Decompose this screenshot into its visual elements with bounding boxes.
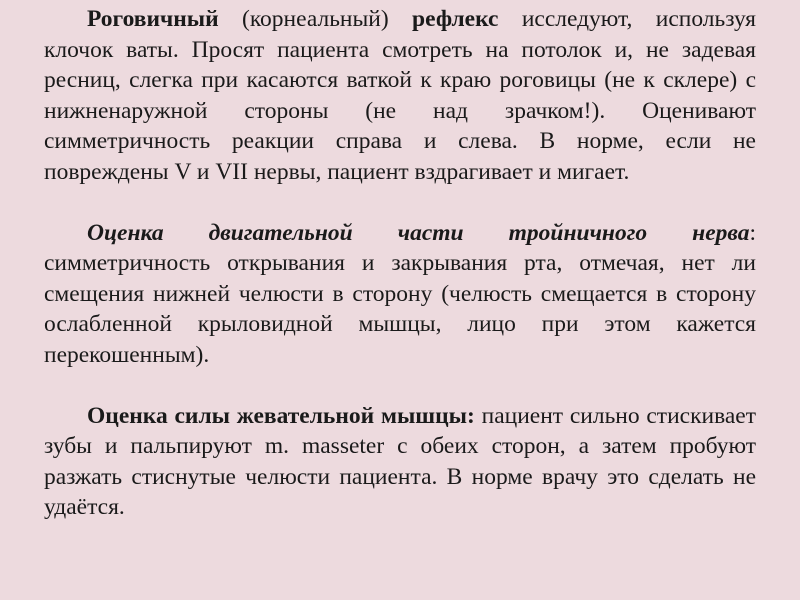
paragraph-corneal-reflex bbox=[44, 4, 756, 187]
paragraph-masseter-strength bbox=[44, 401, 756, 523]
paragraph-gap bbox=[44, 187, 756, 218]
paragraph-gap bbox=[44, 370, 756, 401]
paragraph-text: пациент сильно стискивает зубы и пальпируют m. masseter с обеих сторон, а затем пробуют разжать стиснутые челюсти пациента. В норме врачу это сделать не удаётся. bbox=[44, 402, 756, 520]
term-corneal: Роговичный bbox=[87, 6, 219, 32]
slide-text bbox=[44, 4, 756, 523]
term-corneal-alt: (корнеальный) bbox=[218, 6, 413, 32]
term-reflex: рефлекс bbox=[412, 6, 499, 32]
heading-trigeminal-motor: Оценка двигательной части тройничного нерва bbox=[87, 219, 750, 246]
heading-masseter-strength: Оценка силы жевательной мышцы: bbox=[87, 402, 475, 429]
paragraph-trigeminal-motor bbox=[44, 218, 756, 371]
paragraph-text: : симметричность открывания и закрывания рта, отмечая, нет ли смещения нижней челюсти в сторону (челюсть смещается в сторону ослабленной крыловидной мышцы, лицо при этом кажется перекошенным). bbox=[44, 219, 756, 368]
paragraph-text: исследуют, используя клочок ваты. Просят пациента смотреть на потолок и, не задевая ресниц, слегка при касаются ваткой к краю роговицы (не к склере) с нижненаружной стороны (не над зрачком!). Оценивают симметричность реакции справа и слева. В норме, если не повреждены V и VII нервы, пациент вздрагивает и мигает. bbox=[44, 6, 756, 185]
